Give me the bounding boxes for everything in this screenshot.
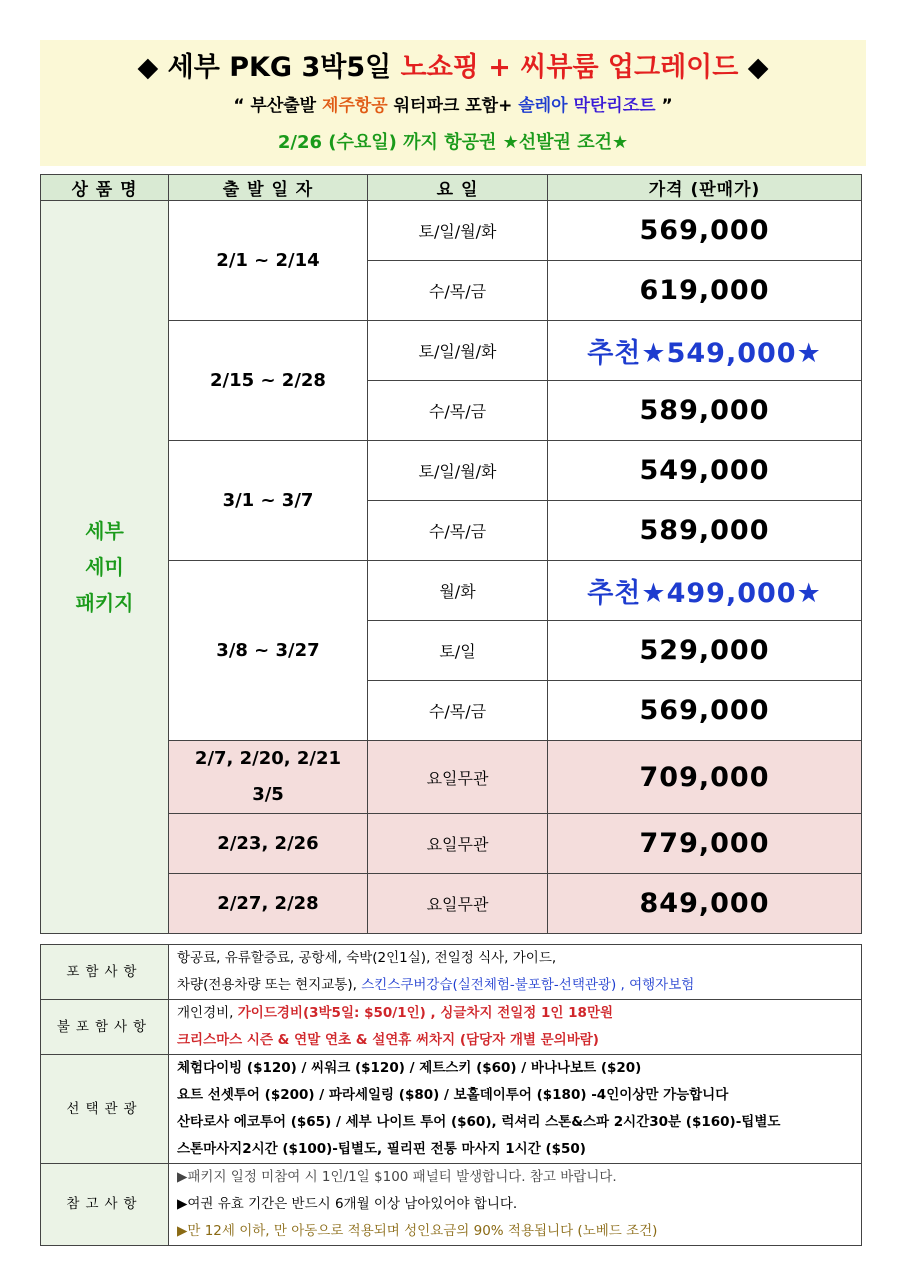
info-table: [40, 944, 862, 1246]
optional-tour-content: 체험다이빙 ($120) / 씨워크 ($120) / 제트스키 ($60) / 바나나보트 ($20) 요트 선셋투어 ($200) / 파라세일링 ($80) / 보홀데이투어 ($180) -4인이상만 가능합니다 산타로사 에코투어 ($65) / 세부 나이트 투어 ($60), 럭셔리 스톤&스파 2시간30분 ($160)-팁별도 스톤마사지2시간 ($100)-팁별도, 필리핀 전통 마사지 1시간 ($50): [169, 1055, 862, 1164]
title-banner: [40, 40, 866, 166]
price-cell: 569,000: [548, 201, 862, 261]
day-cell: 요일무관: [368, 874, 548, 934]
table-header-row: [41, 175, 862, 201]
date-cell: 3/1 ~ 3/7: [169, 441, 368, 561]
day-cell: 수/목/금: [368, 261, 548, 321]
date-cell: 2/23, 2/26: [169, 814, 368, 874]
day-cell: 토/일: [368, 621, 548, 681]
header-product: 상 품 명: [41, 175, 169, 201]
date-cell: 2/27, 2/28: [169, 874, 368, 934]
date-cell: 2/7, 2/20, 2/21 3/5: [169, 741, 368, 814]
price-cell: 619,000: [548, 261, 862, 321]
main-title: ◆ 세부 PKG 3박5일 노쇼핑 + 씨뷰룸 업그레이드 ◆: [137, 52, 769, 83]
product-name-cell: 세부 세미 패키지: [41, 201, 169, 934]
recommended-price-cell: 추천★499,000★: [548, 561, 862, 621]
include-content: 항공료, 유류할증료, 공항세, 숙박(2인1실), 전일정 식사, 가이드, 차량(전용차량 또는 현지교통), 스킨스쿠버강습(실전체험-불포함-선택관광) , 여행자보험: [169, 945, 862, 1000]
day-cell: 토/일/월/화: [368, 201, 548, 261]
day-cell: 토/일/월/화: [368, 441, 548, 501]
day-cell: 수/목/금: [368, 681, 548, 741]
table-row: [41, 201, 862, 261]
exclude-content: 개인경비, 가이드경비(3박5일: $50/1인) , 싱글차지 전일정 1인 18만원 크리스마스 시즌 & 연말 연초 & 설연휴 써차지 (담당자 개별 문의바람): [169, 1000, 862, 1055]
day-cell: 수/목/금: [368, 381, 548, 441]
notes-row: [41, 1164, 862, 1246]
price-cell: 569,000: [548, 681, 862, 741]
header-price: 가격 (판매가): [548, 175, 862, 201]
day-cell: 월/화: [368, 561, 548, 621]
include-label: 포함사항: [41, 945, 169, 1000]
price-cell: 529,000: [548, 621, 862, 681]
date-cell: 2/1 ~ 2/14: [169, 201, 368, 321]
day-cell: 요일무관: [368, 741, 548, 814]
subtitle: “ 부산출발 제주항공 워터파크 포함+ 솔레아 막탄리조트 ”: [233, 96, 673, 116]
price-cell: 849,000: [548, 874, 862, 934]
price-cell: 709,000: [548, 741, 862, 814]
price-cell: 549,000: [548, 441, 862, 501]
day-cell: 토/일/월/화: [368, 321, 548, 381]
recommended-price-cell: 추천★549,000★: [548, 321, 862, 381]
date-cell: 3/8 ~ 3/27: [169, 561, 368, 741]
notes-content: ▶패키지 일정 미참여 시 1인/1일 $100 패널티 발생합니다. 참고 바랍니다. ▶여권 유효 기간은 반드시 6개월 이상 남아있어야 합니다. ▶만 12세 이하, 만 아동으로 적용되며 성인요금의 90% 적용됩니다 (노베드 조건): [169, 1164, 862, 1246]
notes-label: 참고사항: [41, 1164, 169, 1246]
price-cell: 589,000: [548, 501, 862, 561]
day-cell: 요일무관: [368, 814, 548, 874]
date-cell: 2/15 ~ 2/28: [169, 321, 368, 441]
header-date: 출 발 일 자: [169, 175, 368, 201]
header-day: 요 일: [368, 175, 548, 201]
price-cell: 589,000: [548, 381, 862, 441]
day-cell: 수/목/금: [368, 501, 548, 561]
price-cell: 779,000: [548, 814, 862, 874]
optional-tour-row: [41, 1055, 862, 1164]
exclude-row: [41, 1000, 862, 1055]
optional-tour-label: 선택관광: [41, 1055, 169, 1164]
exclude-label: 불포함사항: [41, 1000, 169, 1055]
include-row: [41, 945, 862, 1000]
price-table: [40, 174, 862, 934]
ticket-condition: 2/26 (수요일) 까지 항공권 ★선발권 조건★: [277, 132, 629, 153]
